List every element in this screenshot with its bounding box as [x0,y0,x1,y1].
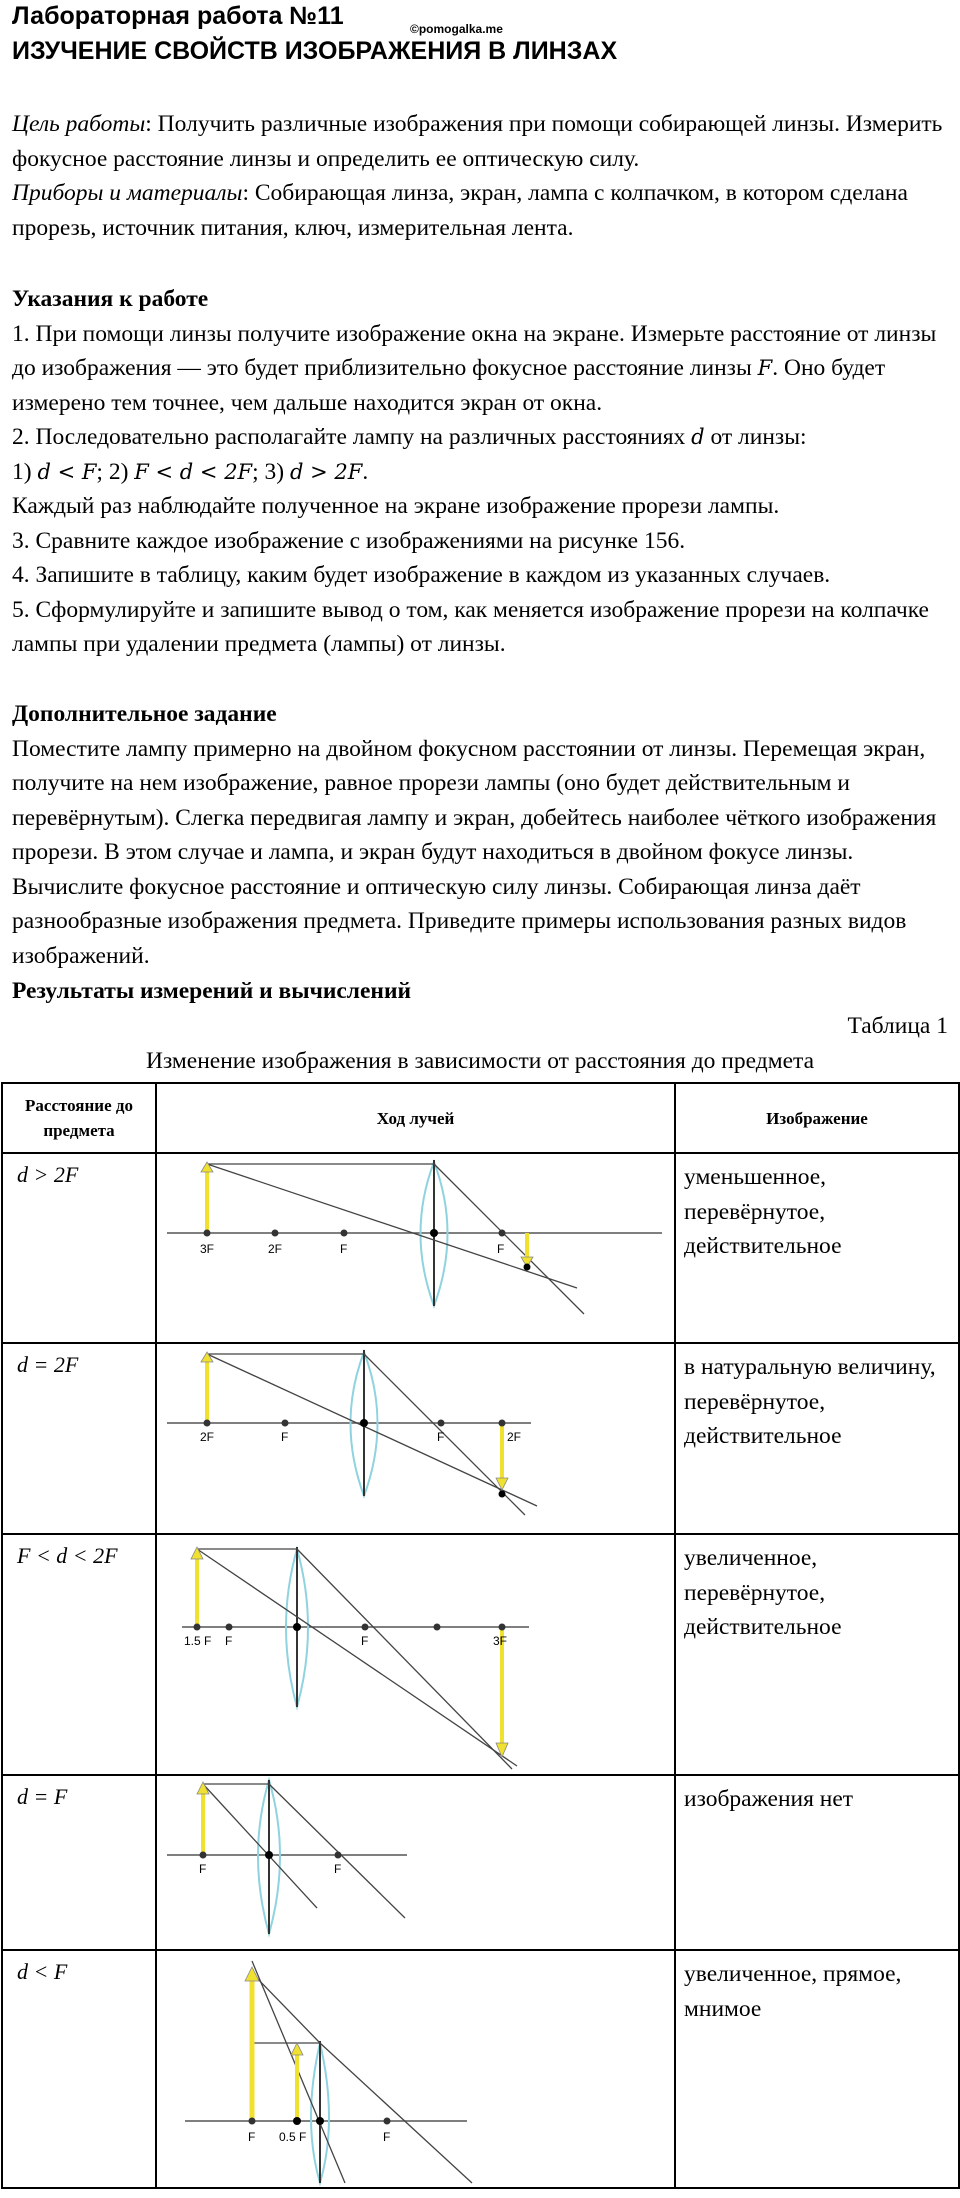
axis-label: F [383,2130,391,2144]
ray-diagram-cell [156,1950,675,2188]
ray-diagram-cell [156,1534,675,1775]
table-header-row [2,1083,959,1153]
instruction-2-text-a: 2. Последовательно располагайте лампу на различных расстояниях [12,424,692,450]
instruction-1-text-a: 1. При помощи линзы получите изображение окна на экране. Измерьте расстояние от линзы до изображения — это будет приблизительно фокусное расстояние линзы [12,320,937,381]
instruction-1-text-b: . Оно будет измерено тем точнее, чем дальше находится экран от окна. [12,355,886,416]
col-header-rays: Ход лучей [156,1083,675,1153]
instruction-5: 5. Сформулируйте и запишите вывод о том, как меняется изображение прорези на колпачке лампы при удалении предмета (лампы) от линзы. [12,596,929,657]
image-cell: изображения нет [675,1775,959,1950]
focus-point [204,1230,211,1237]
instruction-2-cases [12,455,952,490]
instructions-heading: Указания к работе [12,286,209,312]
focus-point [499,1624,506,1631]
axis-label: 0.5 F [279,2130,307,2144]
col-header-distance: Расстояние до предмета [2,1083,156,1153]
ray-diagram-d-gt-2f [157,1154,676,1342]
lab-title: Лабораторная работа №11 [12,2,344,30]
watermark: ©pomogalka.me [410,22,503,36]
focus-point [362,1624,369,1631]
materials-paragraph [12,176,952,245]
image-point [499,1491,506,1498]
axis-label: 3F [200,1242,215,1256]
table-row [2,1153,959,1343]
extra-heading: Дополнительное задание [12,701,277,727]
instruction-3: 3. Сравните каждое изображение с изображениями на рисунке 156. [12,527,686,554]
lab-subtitle: ИЗУЧЕНИЕ СВОЙСТВ ИЗОБРАЖЕНИЯ В ЛИНЗАХ [12,37,618,65]
instruction-2-observe: Каждый раз наблюдайте полученное на экране изображение прорези лампы. [12,493,780,519]
distance-var: d [691,425,705,449]
focus-point [316,2117,324,2125]
condition-cell: d < F [2,1950,156,2188]
focal-var: F [757,356,773,380]
ray-diagram-d-lt-f [157,1951,676,2187]
intro-section [12,107,952,245]
focus-point [249,2118,256,2125]
axis-label: 1.5 F [184,1634,212,1648]
case-2-num: ; 2) [96,458,135,485]
table-number: Таблица 1 [847,1013,948,1039]
ray-line [320,2043,472,2183]
case-1-num: 1) [12,458,38,485]
axis-label: F [437,1430,445,1444]
focus-point [293,1623,301,1631]
results-heading: Результаты измерений и вычислений [12,978,412,1004]
goal-paragraph [12,107,952,176]
table-caption: Изменение изображения в зависимости от расстояния до предмета [145,1048,815,1074]
focus-point [204,1420,211,1427]
table-row [2,1775,959,1950]
axis-label: 2F [268,1242,283,1256]
table-row [2,1950,959,2188]
focus-point [200,1852,207,1859]
focus-point [282,1420,289,1427]
case-3-num: ; 3) [252,458,290,485]
axis-label: 3F [493,1634,508,1648]
focus-point [438,1420,445,1427]
ray-line [197,1549,517,1766]
ray-line [252,1973,320,2043]
focus-point [341,1230,348,1237]
condition-cell: F < d < 2F [2,1534,156,1775]
focus-point [384,2118,391,2125]
instruction-1 [12,317,952,421]
image-cell: увеличенное, прямое, мнимое [675,1950,959,2188]
axis-label: F [334,1862,342,1876]
focus-point [293,2117,301,2125]
axis-label: F [497,1242,505,1256]
instructions-section [12,282,952,662]
axis-label: 2F [507,1430,522,1444]
axis-label: F [248,2130,256,2144]
case-3-math: d > 2F [289,459,363,484]
col-header-image: Изображение [675,1083,959,1153]
case-1-math: d < F [37,459,97,484]
extra-section [12,697,952,973]
focus-point [272,1230,279,1237]
ray-diagram-f-lt-d-lt-2f [157,1535,676,1774]
table-row [2,1343,959,1534]
ray-line [207,1164,577,1288]
goal-text: : Получить различные изображения при помощи собирающей линзы. Измерить фокусное расстояние линзы и определить ее оптическую силу. [12,111,943,172]
focus-point [499,1420,506,1427]
axis-label: F [225,1634,233,1648]
cases-end: . [362,458,369,485]
focus-point [430,1229,438,1237]
axis-label: 2F [200,1430,215,1444]
instruction-2-text-b: от линзы: [704,424,807,450]
ray-line [434,1164,584,1314]
axis-label: F [361,1634,369,1648]
table-row [2,1534,959,1775]
ray-diagram-d-eq-f [157,1776,676,1949]
extra-text: Поместите лампу примерно на двойном фокусном расстоянии от линзы. Перемещая экран, получите на нем изображение, равное прорези лампы (оно будет действительным и перевёрнутым). Слегка передвигая лампу и экран, добейтесь наиболее чёткого изображения прорези. В этом случае и лампа, и экран будут находиться в двойном фокусе линзы. Вычислите фокусное расстояние и оптическую силу линзы. Собирающая линза даёт разнообразные изображения предмета. Приведите примеры использования разных видов изображений. [12,735,937,969]
ray-diagram-cell [156,1775,675,1950]
materials-text: : Собирающая линза, экран, лампа с колпачком, в котором сделана прорезь, источник питания, ключ, измерительная лента. [12,180,908,241]
axis-label: F [340,1242,348,1256]
results-table [1,1082,960,2189]
focus-point [265,1851,273,1859]
image-cell: уменьшенное, перевёрнутое, действительное [675,1153,959,1343]
image-cell: в натуральную величину, перевёрнутое, действительное [675,1343,959,1534]
goal-label: Цель работы [12,111,146,137]
ray-diagram-cell [156,1343,675,1534]
ray-line [297,1549,512,1769]
focus-point [360,1419,368,1427]
case-2-math: F < d < 2F [134,459,253,484]
ray-diagram-d-eq-2f [157,1344,676,1533]
instruction-2 [12,420,952,455]
ray-diagram-cell [156,1153,675,1343]
focus-point [434,1624,441,1631]
axis-label: F [281,1430,289,1444]
focus-point [499,1230,506,1237]
image-point [524,1264,531,1271]
focus-point [226,1624,233,1631]
condition-cell: d = 2F [2,1343,156,1534]
object-arrowhead [291,2043,303,2055]
image-cell: увеличенное, перевёрнутое, действительное [675,1534,959,1775]
condition-cell: d = F [2,1775,156,1950]
axis-label: F [199,1862,207,1876]
focus-point [335,1852,342,1859]
materials-label: Приборы и материалы [12,180,243,206]
condition-cell: d > 2F [2,1153,156,1343]
focus-point [194,1624,201,1631]
ray-line [269,1784,405,1918]
instruction-4: 4. Запишите в таблицу, каким будет изображение в каждом из указанных случаев. [12,562,831,588]
